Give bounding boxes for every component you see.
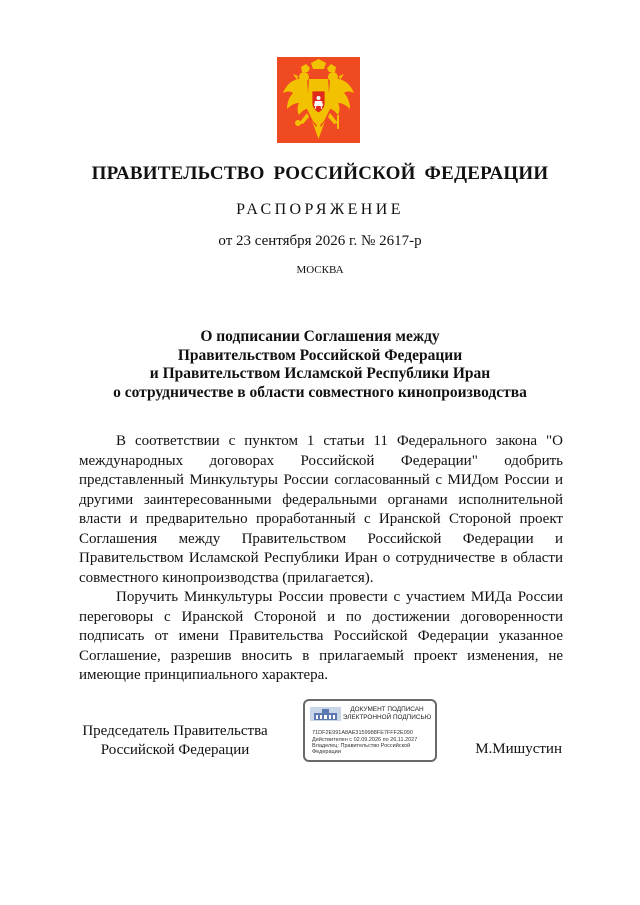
stamp-heading-line: ДОКУМЕНТ ПОДПИСАН [350,706,424,713]
stamp-certificate: 71DF2E991A8AE3159988FE7FFF2E090 [312,730,413,736]
electronic-signature-stamp [303,699,437,762]
subject-line: Правительством Российской Федерации [177,346,463,364]
stamp-validity: Действителен с 02.09.2026 по 26.11.2027 [312,737,418,743]
subject-line: О подписании Соглашения между [200,328,440,345]
signer-name: М.Мишустин [475,741,562,757]
government-title: ПРАВИТЕЛЬСТВО РОССИЙСКОЙ ФЕДЕРАЦИИ [91,163,549,184]
document-type: РАСПОРЯЖЕНИЕ [236,201,404,218]
stamp-heading [341,706,433,721]
document-city: МОСКВА [296,264,344,276]
stamp-owner: Владелец: Правительство Российской [312,743,411,749]
signer-position-line: Председатель Правительства [82,723,268,739]
signer-position-line: Российской Федерации [100,742,250,758]
government-building-icon [310,707,341,721]
subject-line: и Правительством Исламской Республики Иран [149,365,491,382]
body-paragraph: Поручить Минкультуры России провести с участием МИДа России переговоры с Иранской Стороной и по достижении договоренности подписать от имени Правительства Российской Федерации указанное Соглашение, разрешив вносить в прилагаемый проект изменения, не имеющие принципиального характера. [79,589,563,683]
signer-position [70,722,280,760]
document-subject [60,328,580,402]
document-date-number: от 23 сентября 2026 г. № 2617-р [218,233,422,249]
document-body [79,432,563,686]
stamp-owner: Федерации [312,749,341,755]
subject-line: о сотрудничестве в области совместного кинопроизводства [113,383,527,401]
double-headed-eagle-icon [277,57,360,143]
coat-of-arms-emblem [277,57,360,143]
stamp-heading-line: ЭЛЕКТРОННОЙ ПОДПИСЬЮ [342,713,432,721]
body-paragraph: В соответствии с пунктом 1 статьи 11 Федерального закона "О международных договорах Российской Федерации" одобрить представленный Минкультуры России согласованный с МИДом России и другими заинтересованными федеральными органами исполнительной власти и предварительно проработанный с Иранской Стороной проект Соглашения между Правительством Российской Федерации и Правительством Исламской Республики Иран о сотрудничестве в области совместного кинопроизводства (прилагается). [79,433,563,586]
